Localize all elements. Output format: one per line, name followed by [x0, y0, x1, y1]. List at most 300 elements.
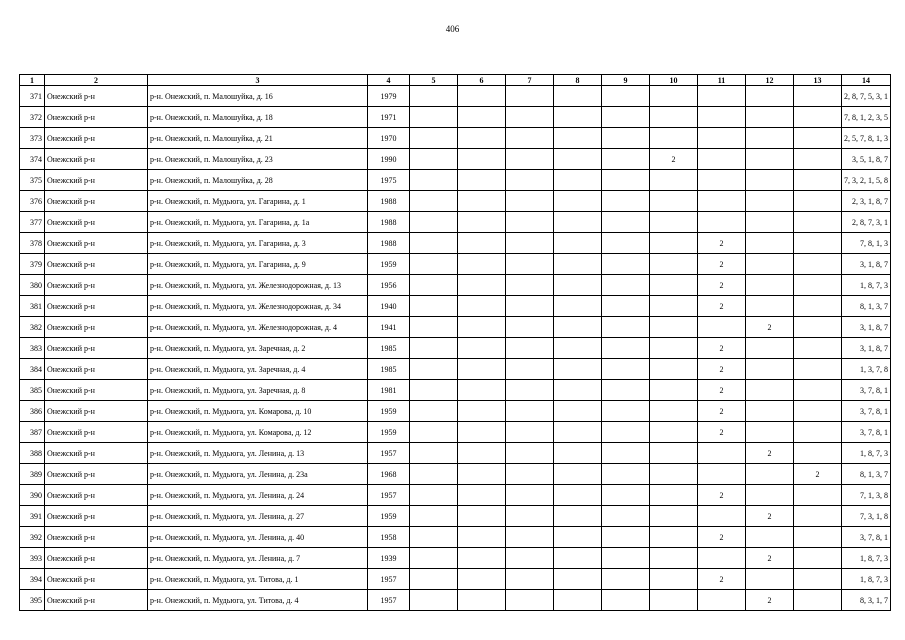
col10-cell — [650, 128, 698, 149]
column-header: 1 — [20, 75, 45, 86]
col10-cell — [650, 191, 698, 212]
col8-cell — [554, 548, 602, 569]
col8-cell — [554, 86, 602, 107]
col7-cell — [506, 170, 554, 191]
table-row — [20, 359, 891, 380]
table-row — [20, 254, 891, 275]
address-cell: р-н. Онежский, п. Малошуйка, д. 23 — [148, 149, 368, 170]
table-row — [20, 590, 891, 611]
col13-cell — [794, 128, 842, 149]
district-cell: Онежский р-н — [45, 569, 148, 590]
col7-cell — [506, 548, 554, 569]
col5-cell — [410, 569, 458, 590]
col8-cell — [554, 296, 602, 317]
col11-cell — [698, 107, 746, 128]
col10-cell — [650, 401, 698, 422]
table-row — [20, 191, 891, 212]
col9-cell — [602, 275, 650, 296]
col14-cell: 2, 8, 7, 5, 3, 1 — [842, 86, 891, 107]
year-cell: 1968 — [368, 464, 410, 485]
row-number-cell: 385 — [20, 380, 45, 401]
col14-cell: 2, 8, 7, 3, 1 — [842, 212, 891, 233]
col9-cell — [602, 464, 650, 485]
col6-cell — [458, 506, 506, 527]
year-cell: 1975 — [368, 170, 410, 191]
district-cell: Онежский р-н — [45, 317, 148, 338]
address-cell: р-н. Онежский, п. Малошуйка, д. 28 — [148, 170, 368, 191]
col10-cell — [650, 422, 698, 443]
col6-cell — [458, 317, 506, 338]
address-cell: р-н. Онежский, п. Мудьюга, ул. Железнодорожная, д. 34 — [148, 296, 368, 317]
table-row — [20, 107, 891, 128]
table-row — [20, 128, 891, 149]
table-row — [20, 401, 891, 422]
col7-cell — [506, 317, 554, 338]
year-cell: 1970 — [368, 128, 410, 149]
col9-cell — [602, 590, 650, 611]
column-header: 5 — [410, 75, 458, 86]
row-number-cell: 387 — [20, 422, 45, 443]
col12-cell: 2 — [746, 317, 794, 338]
col14-cell: 8, 1, 3, 7 — [842, 464, 891, 485]
col6-cell — [458, 170, 506, 191]
column-header: 3 — [148, 75, 368, 86]
col6-cell — [458, 590, 506, 611]
district-cell: Онежский р-н — [45, 338, 148, 359]
col8-cell — [554, 170, 602, 191]
col6-cell — [458, 296, 506, 317]
year-cell: 1959 — [368, 401, 410, 422]
col5-cell — [410, 149, 458, 170]
col7-cell — [506, 359, 554, 380]
col8-cell — [554, 254, 602, 275]
year-cell: 1988 — [368, 233, 410, 254]
district-cell: Онежский р-н — [45, 422, 148, 443]
col12-cell: 2 — [746, 506, 794, 527]
col6-cell — [458, 338, 506, 359]
col12-cell — [746, 401, 794, 422]
row-number-cell: 392 — [20, 527, 45, 548]
col8-cell — [554, 212, 602, 233]
col8-cell — [554, 380, 602, 401]
column-header: 4 — [368, 75, 410, 86]
col13-cell: 2 — [794, 464, 842, 485]
col6-cell — [458, 422, 506, 443]
column-header: 10 — [650, 75, 698, 86]
col12-cell — [746, 86, 794, 107]
col11-cell: 2 — [698, 527, 746, 548]
table-row — [20, 380, 891, 401]
col12-cell — [746, 149, 794, 170]
col10-cell: 2 — [650, 149, 698, 170]
col5-cell — [410, 170, 458, 191]
row-number-cell: 376 — [20, 191, 45, 212]
col5-cell — [410, 317, 458, 338]
col14-cell: 3, 1, 8, 7 — [842, 317, 891, 338]
address-cell: р-н. Онежский, п. Мудьюга, ул. Железнодорожная, д. 13 — [148, 275, 368, 296]
col12-cell — [746, 296, 794, 317]
col11-cell: 2 — [698, 254, 746, 275]
col11-cell — [698, 212, 746, 233]
table-row — [20, 86, 891, 107]
col9-cell — [602, 548, 650, 569]
col5-cell — [410, 422, 458, 443]
col9-cell — [602, 380, 650, 401]
col14-cell: 3, 7, 8, 1 — [842, 527, 891, 548]
col14-cell: 2, 5, 7, 8, 1, 3 — [842, 128, 891, 149]
table-row — [20, 548, 891, 569]
col14-cell: 1, 8, 7, 3 — [842, 569, 891, 590]
col12-cell — [746, 128, 794, 149]
address-cell: р-н. Онежский, п. Мудьюга, ул. Ленина, д. 27 — [148, 506, 368, 527]
col5-cell — [410, 359, 458, 380]
year-cell: 1988 — [368, 191, 410, 212]
address-cell: р-н. Онежский, п. Мудьюга, ул. Заречная, д. 4 — [148, 359, 368, 380]
col9-cell — [602, 212, 650, 233]
col14-cell: 2, 3, 1, 8, 7 — [842, 191, 891, 212]
row-number-cell: 379 — [20, 254, 45, 275]
col9-cell — [602, 107, 650, 128]
col8-cell — [554, 485, 602, 506]
col13-cell — [794, 422, 842, 443]
col5-cell — [410, 590, 458, 611]
col8-cell — [554, 191, 602, 212]
col6-cell — [458, 107, 506, 128]
col10-cell — [650, 380, 698, 401]
year-cell: 1957 — [368, 485, 410, 506]
year-cell: 1985 — [368, 338, 410, 359]
year-cell: 1988 — [368, 212, 410, 233]
col11-cell — [698, 128, 746, 149]
col6-cell — [458, 464, 506, 485]
table-row — [20, 317, 891, 338]
row-number-cell: 393 — [20, 548, 45, 569]
col12-cell — [746, 527, 794, 548]
col12-cell — [746, 380, 794, 401]
col9-cell — [602, 191, 650, 212]
year-cell: 1941 — [368, 317, 410, 338]
district-cell: Онежский р-н — [45, 233, 148, 254]
col13-cell — [794, 170, 842, 191]
col9-cell — [602, 527, 650, 548]
col7-cell — [506, 107, 554, 128]
col14-cell: 8, 1, 3, 7 — [842, 296, 891, 317]
col13-cell — [794, 107, 842, 128]
col8-cell — [554, 338, 602, 359]
col13-cell — [794, 548, 842, 569]
col14-cell: 1, 8, 7, 3 — [842, 443, 891, 464]
district-cell: Онежский р-н — [45, 380, 148, 401]
col11-cell: 2 — [698, 422, 746, 443]
table-row — [20, 212, 891, 233]
col6-cell — [458, 359, 506, 380]
col14-cell: 1, 8, 7, 3 — [842, 275, 891, 296]
col11-cell — [698, 170, 746, 191]
col11-cell — [698, 464, 746, 485]
row-number-cell: 371 — [20, 86, 45, 107]
year-cell: 1959 — [368, 254, 410, 275]
col11-cell — [698, 317, 746, 338]
row-number-cell: 380 — [20, 275, 45, 296]
col12-cell — [746, 212, 794, 233]
col13-cell — [794, 485, 842, 506]
col5-cell — [410, 107, 458, 128]
col6-cell — [458, 569, 506, 590]
col6-cell — [458, 401, 506, 422]
table-row — [20, 485, 891, 506]
table-row — [20, 338, 891, 359]
col5-cell — [410, 128, 458, 149]
col12-cell: 2 — [746, 548, 794, 569]
col9-cell — [602, 149, 650, 170]
col7-cell — [506, 212, 554, 233]
col12-cell — [746, 422, 794, 443]
col5-cell — [410, 443, 458, 464]
col9-cell — [602, 569, 650, 590]
col8-cell — [554, 149, 602, 170]
col11-cell — [698, 548, 746, 569]
col11-cell — [698, 191, 746, 212]
district-cell: Онежский р-н — [45, 128, 148, 149]
table-row — [20, 569, 891, 590]
year-cell: 1985 — [368, 359, 410, 380]
col14-cell: 3, 7, 8, 1 — [842, 422, 891, 443]
address-cell: р-н. Онежский, п. Мудьюга, ул. Комарова, д. 10 — [148, 401, 368, 422]
district-cell: Онежский р-н — [45, 464, 148, 485]
column-header: 2 — [45, 75, 148, 86]
col5-cell — [410, 506, 458, 527]
row-number-cell: 372 — [20, 107, 45, 128]
year-cell: 1971 — [368, 107, 410, 128]
col13-cell — [794, 275, 842, 296]
col10-cell — [650, 275, 698, 296]
col13-cell — [794, 86, 842, 107]
col12-cell — [746, 170, 794, 191]
address-cell: р-н. Онежский, п. Мудьюга, ул. Титова, д. 1 — [148, 569, 368, 590]
address-cell: р-н. Онежский, п. Малошуйка, д. 18 — [148, 107, 368, 128]
year-cell: 1939 — [368, 548, 410, 569]
col9-cell — [602, 485, 650, 506]
col10-cell — [650, 485, 698, 506]
row-number-cell: 377 — [20, 212, 45, 233]
col7-cell — [506, 401, 554, 422]
col9-cell — [602, 359, 650, 380]
table-row — [20, 422, 891, 443]
col9-cell — [602, 86, 650, 107]
col7-cell — [506, 338, 554, 359]
address-cell: р-н. Онежский, п. Малошуйка, д. 16 — [148, 86, 368, 107]
row-number-cell: 390 — [20, 485, 45, 506]
col14-cell: 1, 8, 7, 3 — [842, 548, 891, 569]
col7-cell — [506, 422, 554, 443]
district-cell: Онежский р-н — [45, 275, 148, 296]
col7-cell — [506, 569, 554, 590]
col10-cell — [650, 254, 698, 275]
table-row — [20, 149, 891, 170]
col11-cell: 2 — [698, 401, 746, 422]
row-number-cell: 386 — [20, 401, 45, 422]
col9-cell — [602, 401, 650, 422]
col9-cell — [602, 506, 650, 527]
address-cell: р-н. Онежский, п. Мудьюга, ул. Гагарина, д. 1 — [148, 191, 368, 212]
col13-cell — [794, 590, 842, 611]
col6-cell — [458, 191, 506, 212]
col11-cell — [698, 506, 746, 527]
district-cell: Онежский р-н — [45, 359, 148, 380]
col12-cell — [746, 191, 794, 212]
col12-cell — [746, 107, 794, 128]
row-number-cell: 381 — [20, 296, 45, 317]
col8-cell — [554, 464, 602, 485]
col13-cell — [794, 359, 842, 380]
col9-cell — [602, 233, 650, 254]
column-header: 12 — [746, 75, 794, 86]
col13-cell — [794, 233, 842, 254]
district-cell: Онежский р-н — [45, 548, 148, 569]
col6-cell — [458, 86, 506, 107]
col7-cell — [506, 296, 554, 317]
col6-cell — [458, 128, 506, 149]
address-cell: р-н. Онежский, п. Мудьюга, ул. Гагарина, д. 9 — [148, 254, 368, 275]
address-cell: р-н. Онежский, п. Мудьюга, ул. Ленина, д. 23а — [148, 464, 368, 485]
year-cell: 1959 — [368, 506, 410, 527]
address-cell: р-н. Онежский, п. Мудьюга, ул. Ленина, д. 7 — [148, 548, 368, 569]
table-row — [20, 506, 891, 527]
table-row — [20, 170, 891, 191]
col7-cell — [506, 464, 554, 485]
col8-cell — [554, 443, 602, 464]
col10-cell — [650, 107, 698, 128]
col12-cell: 2 — [746, 590, 794, 611]
col7-cell — [506, 191, 554, 212]
col6-cell — [458, 149, 506, 170]
col7-cell — [506, 485, 554, 506]
col12-cell: 2 — [746, 443, 794, 464]
col14-cell: 1, 3, 7, 8 — [842, 359, 891, 380]
row-number-cell: 388 — [20, 443, 45, 464]
year-cell: 1979 — [368, 86, 410, 107]
col8-cell — [554, 401, 602, 422]
address-cell: р-н. Онежский, п. Мудьюга, ул. Ленина, д. 13 — [148, 443, 368, 464]
col11-cell: 2 — [698, 338, 746, 359]
col6-cell — [458, 233, 506, 254]
address-cell: р-н. Онежский, п. Мудьюга, ул. Комарова, д. 12 — [148, 422, 368, 443]
row-number-cell: 375 — [20, 170, 45, 191]
row-number-cell: 374 — [20, 149, 45, 170]
row-number-cell: 382 — [20, 317, 45, 338]
col12-cell — [746, 569, 794, 590]
col7-cell — [506, 128, 554, 149]
col14-cell: 3, 5, 1, 8, 7 — [842, 149, 891, 170]
column-header: 13 — [794, 75, 842, 86]
col14-cell: 7, 3, 2, 1, 5, 8 — [842, 170, 891, 191]
district-cell: Онежский р-н — [45, 401, 148, 422]
district-cell: Онежский р-н — [45, 149, 148, 170]
col5-cell — [410, 212, 458, 233]
district-cell: Онежский р-н — [45, 170, 148, 191]
col11-cell: 2 — [698, 380, 746, 401]
col14-cell: 7, 8, 1, 2, 3, 5 — [842, 107, 891, 128]
table-body — [20, 86, 891, 611]
col9-cell — [602, 317, 650, 338]
col8-cell — [554, 506, 602, 527]
district-cell: Онежский р-н — [45, 86, 148, 107]
col10-cell — [650, 569, 698, 590]
col11-cell: 2 — [698, 359, 746, 380]
page-number: 406 — [445, 24, 460, 34]
col7-cell — [506, 527, 554, 548]
col12-cell — [746, 275, 794, 296]
col9-cell — [602, 128, 650, 149]
column-header: 14 — [842, 75, 891, 86]
column-header: 7 — [506, 75, 554, 86]
col13-cell — [794, 506, 842, 527]
col11-cell: 2 — [698, 485, 746, 506]
col10-cell — [650, 590, 698, 611]
col9-cell — [602, 170, 650, 191]
col13-cell — [794, 527, 842, 548]
col8-cell — [554, 527, 602, 548]
address-cell: р-н. Онежский, п. Мудьюга, ул. Заречная, д. 8 — [148, 380, 368, 401]
column-header: 9 — [602, 75, 650, 86]
col13-cell — [794, 338, 842, 359]
col13-cell — [794, 380, 842, 401]
col5-cell — [410, 464, 458, 485]
data-table — [19, 74, 891, 611]
col8-cell — [554, 422, 602, 443]
address-cell: р-н. Онежский, п. Малошуйка, д. 21 — [148, 128, 368, 149]
col7-cell — [506, 506, 554, 527]
col14-cell: 3, 1, 8, 7 — [842, 338, 891, 359]
col10-cell — [650, 506, 698, 527]
row-number-cell: 373 — [20, 128, 45, 149]
col5-cell — [410, 485, 458, 506]
col5-cell — [410, 296, 458, 317]
col10-cell — [650, 359, 698, 380]
col10-cell — [650, 86, 698, 107]
row-number-cell: 394 — [20, 569, 45, 590]
address-cell: р-н. Онежский, п. Мудьюга, ул. Ленина, д. 24 — [148, 485, 368, 506]
district-cell: Онежский р-н — [45, 296, 148, 317]
col5-cell — [410, 548, 458, 569]
col7-cell — [506, 380, 554, 401]
col10-cell — [650, 527, 698, 548]
col5-cell — [410, 86, 458, 107]
year-cell: 1957 — [368, 590, 410, 611]
col14-cell: 7, 1, 3, 8 — [842, 485, 891, 506]
table-row — [20, 296, 891, 317]
address-cell: р-н. Онежский, п. Мудьюга, ул. Гагарина, д. 1а — [148, 212, 368, 233]
col6-cell — [458, 380, 506, 401]
col12-cell — [746, 485, 794, 506]
table-row — [20, 527, 891, 548]
year-cell: 1959 — [368, 422, 410, 443]
row-number-cell: 395 — [20, 590, 45, 611]
col14-cell: 7, 3, 1, 8 — [842, 506, 891, 527]
row-number-cell: 383 — [20, 338, 45, 359]
col8-cell — [554, 590, 602, 611]
col5-cell — [410, 401, 458, 422]
col11-cell — [698, 590, 746, 611]
year-cell: 1981 — [368, 380, 410, 401]
district-cell: Онежский р-н — [45, 443, 148, 464]
col10-cell — [650, 296, 698, 317]
col14-cell: 8, 3, 1, 7 — [842, 590, 891, 611]
col11-cell — [698, 149, 746, 170]
col12-cell — [746, 359, 794, 380]
col10-cell — [650, 443, 698, 464]
col5-cell — [410, 254, 458, 275]
